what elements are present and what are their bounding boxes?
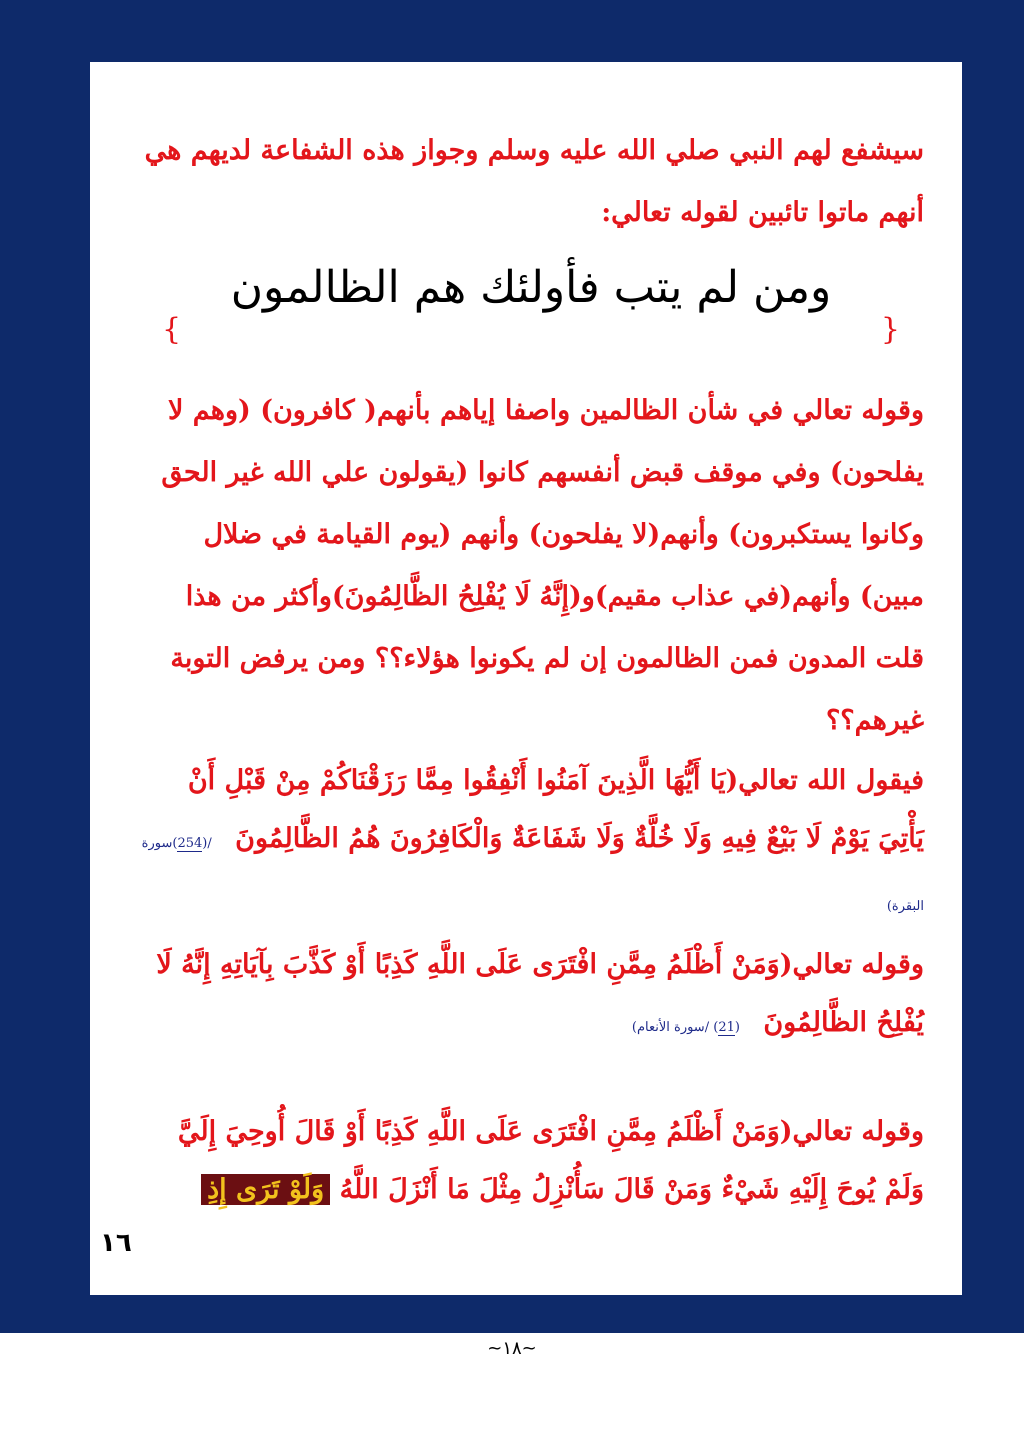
document-page xyxy=(90,62,962,1295)
quranic-verse: ومن لم يتب فأولئك هم الظالمون xyxy=(230,262,832,313)
quote3-text: وقوله تعالي(وَمَنْ أَظْلَمُ مِمَّنِ افْتَرَى عَلَى اللَّهِ كَذِبًا أَوْ قَالَ أُوحِيَ إِلَيَّ وَلَمْ يُوحَ إِلَيْهِ شَيْءٌ وَمَنْ قَالَ سَأُنْزِلُ مِثْلَ مَا أَنْزَلَ اللَّهُ xyxy=(177,1116,924,1205)
quote1-ref-number: 254 xyxy=(177,836,203,851)
quote2-ref-surah: /سورة الأنعام) xyxy=(631,1020,710,1035)
quote1-ref-sep: /( xyxy=(202,836,212,851)
quote-paragraph-1 xyxy=(138,752,924,936)
quote1-ref-surah: )سورة البقرة) xyxy=(141,836,924,914)
verse-brace-open: { xyxy=(880,312,900,347)
intro-paragraph: سيشفع لهم النبي صلي الله عليه وسلم وجواز هذه الشفاعة لديهم هي أنهم ماتوا تائبين لقوله تعالي: xyxy=(144,135,924,228)
paragraph-spacer xyxy=(138,1057,924,1103)
footer-page-number: ~١٨~ xyxy=(487,1338,537,1359)
highlighted-text: وَلَوْ تَرَى إِذِ xyxy=(201,1174,330,1205)
quote2-ref-number: 21 xyxy=(718,1020,735,1035)
body-paragraph: وقوله تعالي في شأن الظالمين واصفا إياهم بأنهم( كافرون) (وهم لا يفلحون) وفي موقف قبض أنفسهم كانوا (يقولون علي الله غير الحق وكانوا يستكبرون) وأنهم(لا يفلحون) وأنهم (يوم القيامة في ضلال مبين) وأنهم(في عذاب مقيم)و(إِنَّهُ لَا يُفْلِحُ الظَّالِمُونَ)وأكثر من هذا قلت المدون فمن الظالمون إن لم يكونوا هؤلاء؟؟ ومن يرفض التوبة غيرهم؟؟ xyxy=(161,395,924,736)
quote1-text: فيقول الله تعالي(يَا أَيُّهَا الَّذِينَ آمَنُوا أَنْفِقُوا مِمَّا رَزَقْنَاكُمْ مِنْ قَبْلِ أَنْ يَأْتِيَ يَوْمٌ لَا بَيْعٌ فِيهِ وَلَا خُلَّةٌ وَلَا شَفَاعَةٌ وَالْكَافِرُونَ هُمُ الظَّالِمُونَ xyxy=(187,765,924,854)
quote2-text: وقوله تعالي(وَمَنْ أَظْلَمُ مِمَّنِ افْتَرَى عَلَى اللَّهِ كَذِبًا أَوْ كَذَّبَ بِآيَاتِهِ إِنَّهُ لَا يُفْلِحُ الظَّالِمُونَ xyxy=(156,949,924,1038)
quote-paragraph-2 xyxy=(138,936,924,1057)
page-content xyxy=(138,120,924,1219)
page-number: ١٦ xyxy=(100,1228,132,1258)
quote-paragraph-3 xyxy=(138,1103,924,1219)
quranic-verse-block xyxy=(138,252,924,370)
verse-brace-close: } xyxy=(162,312,182,347)
quote2-reference: (21) /سورة الأنعام) xyxy=(631,1020,740,1035)
